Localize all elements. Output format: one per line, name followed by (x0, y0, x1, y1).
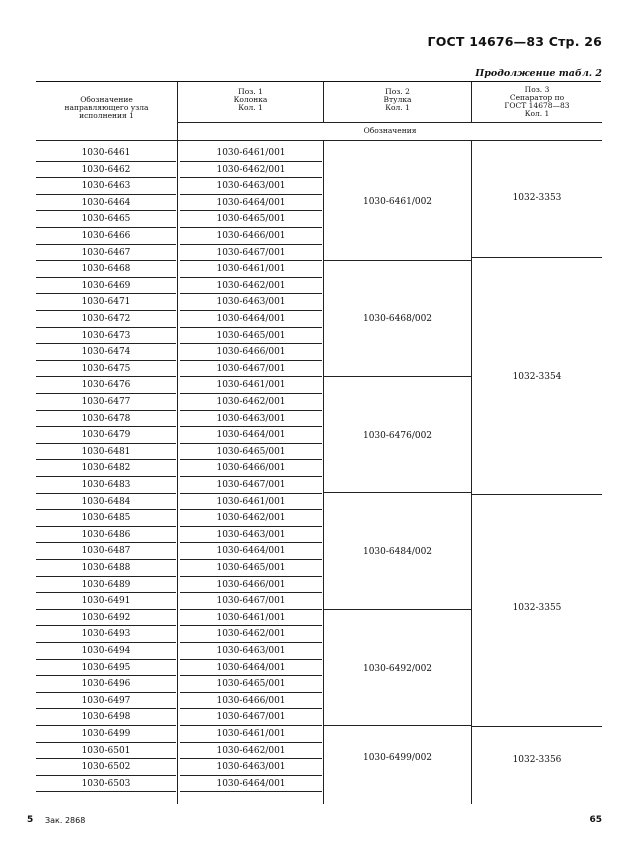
pos2-value: 1030-6468/002 (362, 314, 433, 324)
column-header-line: ГОСТ 14678—83 (504, 101, 570, 110)
designation-cell: 1030-6488 (36, 560, 176, 577)
designation-cell: 1030-6482 (36, 460, 176, 477)
designation-cell: 1030-6496 (36, 676, 176, 693)
pos1-cell: 1030-6464/001 (180, 195, 322, 212)
designation-cell: 1030-6495 (36, 660, 176, 677)
designation-cell: 1030-6486 (36, 527, 176, 544)
designation-cell: 1030-6497 (36, 693, 176, 710)
designation-cell: 1030-6465 (36, 211, 176, 228)
pos1-cell: 1030-6466/001 (180, 577, 322, 594)
designation-cell: 1030-6503 (36, 776, 176, 793)
pos1-cell: 1030-6463/001 (180, 527, 322, 544)
designation-cell: 1030-6485 (36, 510, 176, 527)
pos1-cell: 1030-6461/001 (180, 145, 322, 162)
designation-cell: 1030-6498 (36, 709, 176, 726)
column-header-line: Поз. 2 (385, 87, 410, 96)
page-header: ГОСТ 14676—83 Стр. 26 (427, 34, 602, 49)
pos1-cell: 1030-6464/001 (180, 776, 322, 793)
footer-left-number: 5 (27, 815, 34, 825)
pos1-cell: 1030-6462/001 (180, 510, 322, 527)
pos1-cell: 1030-6464/001 (180, 660, 322, 677)
column-header-line: Втулка (383, 95, 412, 104)
pos2-value: 1030-6484/002 (362, 547, 433, 557)
designation-cell: 1030-6462 (36, 162, 176, 179)
column-header-line: Поз. 3 (524, 85, 550, 94)
pos1-cell: 1030-6462/001 (180, 626, 322, 643)
pos1-cell: 1030-6464/001 (180, 311, 322, 328)
column-header-line: направляющего узла (64, 103, 149, 112)
pos1-cell: 1030-6462/001 (180, 394, 322, 411)
designation-cell: 1030-6479 (36, 427, 176, 444)
column-header-pos2 (324, 88, 471, 112)
column-header-line: исполнения 1 (79, 111, 134, 120)
column-header-designation (36, 96, 177, 120)
pos1-cell: 1030-6466/001 (180, 693, 322, 710)
table-top-rule (36, 81, 601, 82)
designation-cell: 1030-6474 (36, 344, 176, 361)
pos3-value: 1032-3355 (512, 603, 562, 613)
pos1-cell: 1030-6466/001 (180, 228, 322, 245)
pos1-cell: 1030-6465/001 (180, 328, 322, 345)
column-header-line: Кол. 1 (238, 103, 263, 112)
designation-cell: 1030-6481 (36, 444, 176, 461)
column-header-pos1 (178, 88, 323, 112)
designation-cell: 1030-6501 (36, 743, 176, 760)
designation-cell: 1030-6471 (36, 294, 176, 311)
pos1-cell: 1030-6463/001 (180, 759, 322, 776)
designation-cell: 1030-6473 (36, 328, 176, 345)
pos1-cell: 1030-6461/001 (180, 261, 322, 278)
designation-cell: 1030-6502 (36, 759, 176, 776)
designation-cell: 1030-6494 (36, 643, 176, 660)
column-header-line: Обозначение (80, 95, 133, 104)
designation-cell: 1030-6461 (36, 145, 176, 162)
pos1-cell: 1030-6462/001 (180, 743, 322, 760)
column-header-line: Колонка (233, 95, 268, 104)
designation-cell: 1030-6472 (36, 311, 176, 328)
pos1-cell: 1030-6467/001 (180, 361, 322, 378)
pos1-cell: 1030-6465/001 (180, 211, 322, 228)
pos1-cell: 1030-6461/001 (180, 726, 322, 743)
column-header-line: Сепаратор по (509, 93, 565, 102)
designation-cell: 1030-6476 (36, 377, 176, 394)
pos3-value: 1032-3356 (512, 755, 562, 765)
table-continuation-label: Продолжение табл. 2 (475, 68, 602, 79)
column-divider-1 (177, 82, 178, 804)
pos1-cell: 1030-6461/001 (180, 377, 322, 394)
column-header-pos3 (472, 86, 602, 118)
designation-cell: 1030-6463 (36, 178, 176, 195)
designation-cell: 1030-6499 (36, 726, 176, 743)
designation-cell: 1030-6464 (36, 195, 176, 212)
pos2-value: 1030-6492/002 (362, 664, 433, 674)
header-bottom-rule (36, 140, 602, 141)
pos1-cell: 1030-6465/001 (180, 676, 322, 693)
designation-cell: 1030-6468 (36, 261, 176, 278)
pos1-cell: 1030-6462/001 (180, 278, 322, 295)
pos1-cell: 1030-6464/001 (180, 427, 322, 444)
pos1-cell: 1030-6463/001 (180, 178, 322, 195)
header-sub-rule (178, 122, 602, 123)
pos1-cell: 1030-6463/001 (180, 294, 322, 311)
designation-cell: 1030-6478 (36, 411, 176, 428)
footer-order-number: Зак. 2868 (45, 816, 86, 825)
pos1-cell: 1030-6461/001 (180, 494, 322, 511)
pos1-cell: 1030-6463/001 (180, 411, 322, 428)
pos1-cell: 1030-6466/001 (180, 344, 322, 361)
pos1-cell: 1030-6461/001 (180, 610, 322, 627)
footer-page-number: 65 (589, 815, 602, 825)
pos1-cell: 1030-6464/001 (180, 543, 322, 560)
pos1-cell: 1030-6467/001 (180, 709, 322, 726)
pos1-cell: 1030-6463/001 (180, 643, 322, 660)
pos1-cell: 1030-6465/001 (180, 444, 322, 461)
designation-cell: 1030-6475 (36, 361, 176, 378)
designation-cell: 1030-6487 (36, 543, 176, 560)
pos3-value: 1032-3354 (512, 372, 562, 382)
designation-cell: 1030-6492 (36, 610, 176, 627)
designation-cell: 1030-6493 (36, 626, 176, 643)
pos2-value: 1030-6499/002 (362, 753, 433, 763)
pos2-value: 1030-6461/002 (362, 197, 433, 207)
designation-cell: 1030-6489 (36, 577, 176, 594)
column-header-line: Поз. 1 (238, 87, 263, 96)
column-header-line: Кол. 1 (385, 103, 410, 112)
subheader-designations: Обозначения (363, 126, 417, 135)
designation-cell: 1030-6483 (36, 477, 176, 494)
pos1-cell: 1030-6465/001 (180, 560, 322, 577)
pos1-cell: 1030-6467/001 (180, 593, 322, 610)
pos1-cell: 1030-6467/001 (180, 477, 322, 494)
column-header-line: Кол. 1 (524, 109, 550, 118)
designation-cell: 1030-6484 (36, 494, 176, 511)
pos1-cell: 1030-6462/001 (180, 162, 322, 179)
designation-cell: 1030-6491 (36, 593, 176, 610)
designation-cell: 1030-6477 (36, 394, 176, 411)
pos1-cell: 1030-6467/001 (180, 245, 322, 262)
pos3-value: 1032-3353 (512, 193, 562, 203)
designation-cell: 1030-6469 (36, 278, 176, 295)
designation-cell: 1030-6467 (36, 245, 176, 262)
pos2-value: 1030-6476/002 (362, 431, 433, 441)
pos1-cell: 1030-6466/001 (180, 460, 322, 477)
designation-cell: 1030-6466 (36, 228, 176, 245)
